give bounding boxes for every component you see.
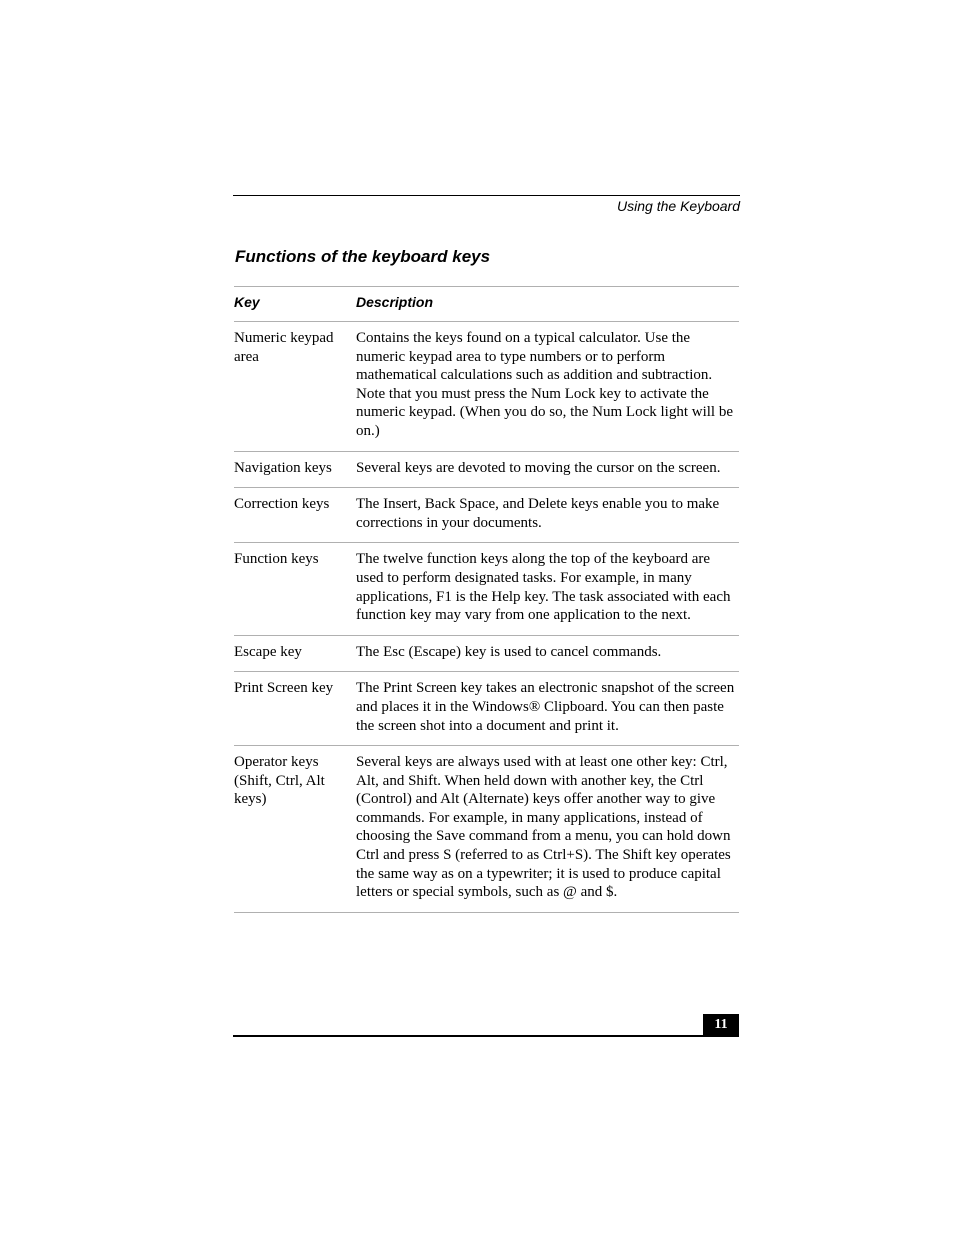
description-cell: Contains the keys found on a typical calculator. Use the numeric keypad area to type numbers or to perform mathematical calculations such as addition and subtraction. Note that you must press the Num Lock key to activate the numeric keypad. (When you do so, the Num Lock light will be on.)	[356, 322, 739, 452]
key-cell	[234, 322, 356, 452]
section-title: Functions of the keyboard keys	[235, 247, 491, 266]
description-cell: The Print Screen key takes an electronic snapshot of the screen and places it in the Windows® Clipboard. You can then paste the screen shot into a document and print it.	[356, 672, 739, 746]
description-cell: Several keys are devoted to moving the cursor on the screen.	[356, 451, 739, 488]
table-row	[234, 322, 739, 452]
running-header: Using the Keyboard	[617, 198, 740, 214]
column-header-key: Key	[234, 287, 356, 322]
column-header-description: Description	[356, 287, 739, 322]
description-cell: Several keys are always used with at least one other key: Ctrl, Alt, and Shift. When held down with another key, the Ctrl (Control) and Alt (Alternate) keys offer another way to give commands. For example, in many applications, instead of choosing the Save command from a menu, you can hold down Ctrl and press S (referred to as Ctrl+S). The Shift key operates the same way as on a typewriter; it is used to produce capital letters or special symbols, such as @ and $.	[356, 746, 739, 913]
key-cell: Function keys	[234, 543, 356, 635]
key-cell: Correction keys	[234, 488, 356, 543]
key-cell: Print Screen key	[234, 672, 356, 746]
key-cell: Navigation keys	[234, 451, 356, 488]
footer-rule	[233, 1035, 739, 1037]
table-row	[234, 488, 739, 543]
keyboard-keys-table	[234, 286, 739, 913]
header-rule	[233, 195, 740, 196]
description-cell: The Esc (Escape) key is used to cancel commands.	[356, 635, 739, 672]
key-cell: Escape key	[234, 635, 356, 672]
table-row	[234, 635, 739, 672]
table-row	[234, 672, 739, 746]
key-cell	[234, 746, 356, 913]
table-row	[234, 451, 739, 488]
key-name: Numeric keypad area	[234, 330, 334, 365]
table-row	[234, 746, 739, 913]
page-number: 11	[703, 1014, 739, 1036]
description-cell: The Insert, Back Space, and Delete keys enable you to make corrections in your documents.	[356, 488, 739, 543]
key-name: Operator keys (Shift, Ctrl, Alt keys)	[234, 754, 325, 808]
table-header-row	[234, 287, 739, 322]
table-row	[234, 543, 739, 635]
description-cell: The twelve function keys along the top of the keyboard are used to perform designated tasks. For example, in many applications, F1 is the Help key. The task associated with each function key may vary from one application to the next.	[356, 543, 739, 635]
